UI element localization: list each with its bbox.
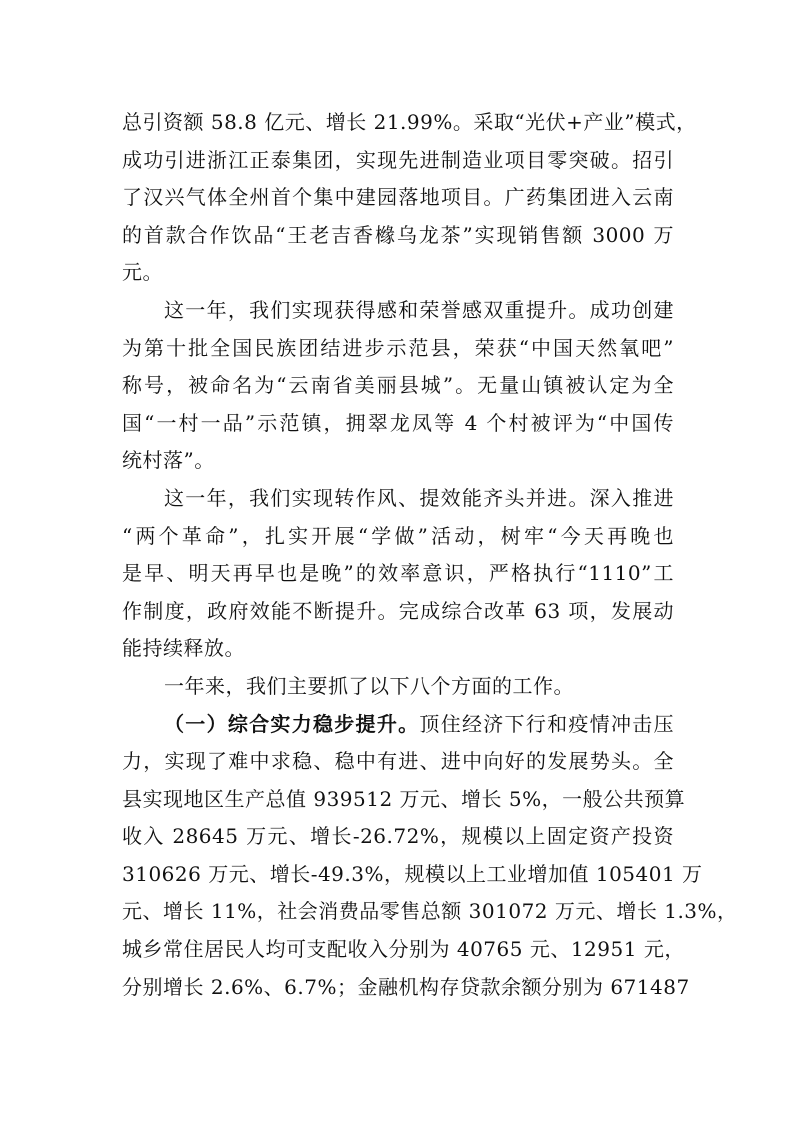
text-line: 一年来，我们主要抓了以下八个方面的工作。	[164, 673, 574, 698]
paragraph-section-one	[122, 706, 738, 1007]
text-line: 总引资额 58.8 亿元、增长 21.99%。采取“光伏+产业”模式，	[122, 110, 697, 134]
text-line: 国“一村一品”示范镇，拥翠龙凤等 4 个村被评为“中国传	[122, 410, 674, 435]
text-line: 力，实现了难中求稳、稳中有进、进中向好的发展势头。全	[122, 749, 674, 774]
text-line: 成功引进浙江正泰集团，实现先进制造业项目零突破。招引	[122, 147, 674, 172]
paragraph-investment	[122, 104, 697, 292]
text-line: 收入 28645 万元、增长-26.72%，规模以上固定资产投资	[122, 824, 674, 849]
text-line: 统村落”。	[122, 448, 215, 473]
text-line: 作制度，政府效能不断提升。完成综合改革 63 项，发展动	[122, 598, 674, 623]
paragraph-summary	[122, 668, 674, 706]
text-line: 县实现地区生产总值 939512 万元、增长 5%，一般公共预算	[122, 786, 686, 811]
text-line: 城乡常住居民人均可支配收入分别为 40765 元、12951 元，	[122, 937, 685, 962]
paragraph-honors	[122, 292, 674, 480]
text-line: 为第十批全国民族团结进步示范县，荣获“中国天然氧吧”	[122, 335, 674, 360]
section-first-line-text: 顶住经济下行和疫情冲击压	[419, 711, 675, 736]
text-line: 分别增长 2.6%、6.7%；金融机构存贷款余额分别为 671487	[122, 974, 690, 999]
document-body	[122, 104, 738, 1006]
text-line: 这一年，我们实现转作风、提效能齐头并进。深入推进	[164, 485, 674, 510]
text-line: 元。	[122, 260, 163, 285]
text-line: 是早、明天再早也是晚”的效率意识，严格执行“1110”工	[122, 561, 674, 586]
text-line	[122, 706, 674, 744]
paragraph-efficiency	[122, 480, 674, 668]
text-line: 能持续释放。	[122, 636, 245, 661]
text-line: 元、增长 11%，社会消费品零售总额 301072 万元、增长 1.3%，	[122, 899, 738, 924]
text-line: “两个革命”，扎实开展“学做”活动，树牢“今天再晚也	[122, 523, 674, 548]
text-line: 的首款合作饮品“王老吉香橼乌龙茶”实现销售额 3000 万	[122, 222, 674, 247]
text-line: 310626 万元、增长-49.3%，规模以上工业增加值 105401 万	[122, 861, 703, 886]
text-line: 这一年，我们实现获得感和荣誉感双重提升。成功创建	[164, 297, 674, 322]
section-heading: （一）综合实力稳步提升。	[164, 711, 420, 736]
text-line: 了汉兴气体全州首个集中建园落地项目。广药集团进入云南	[122, 185, 674, 210]
text-line: 称号，被命名为“云南省美丽县城”。无量山镇被认定为全	[122, 373, 674, 398]
